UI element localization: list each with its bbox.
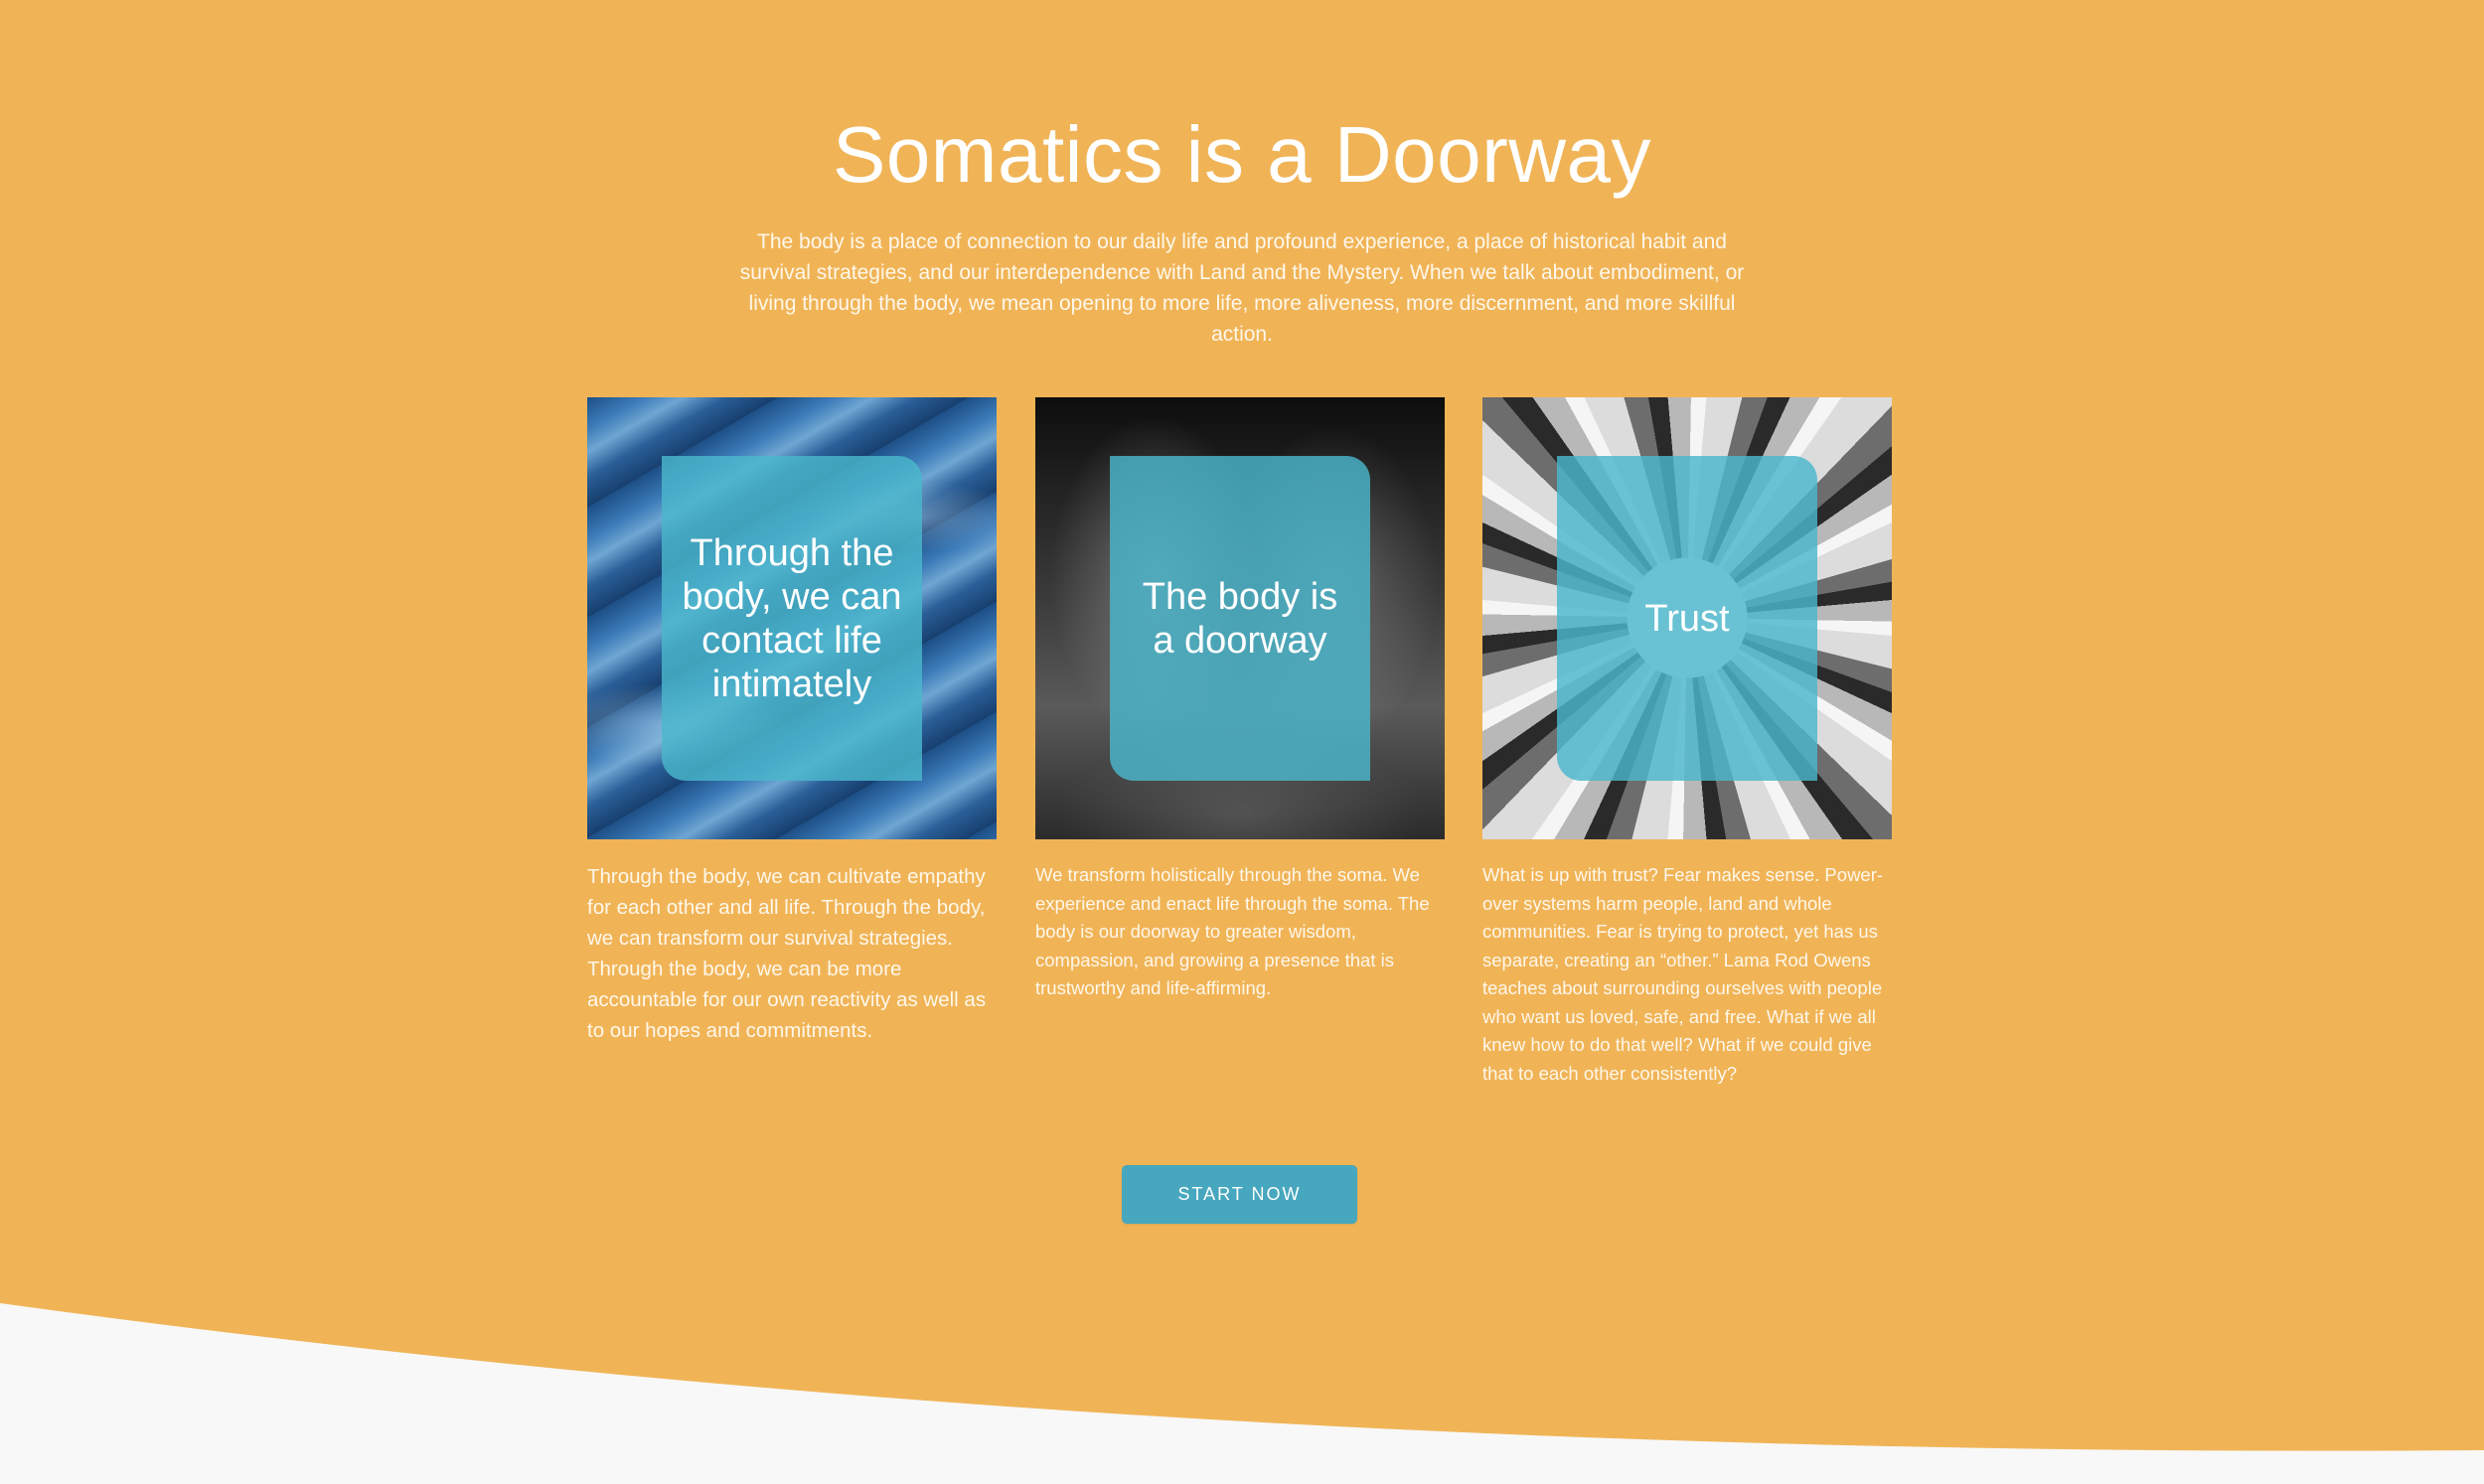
card-image-hands-on-back [1035, 397, 1445, 839]
card-trust [1482, 397, 1892, 1088]
card-description: We transform holistically through the soma. We experience and enact life through the soma. The body is our doorway to greater wisdom, compassion, and growing a presence that is trustworthy and life-affirming. [1035, 864, 1430, 998]
card-image-circle-of-hands [1482, 397, 1892, 839]
card-overlay-text: Through the body, we can contact life intimately [682, 531, 902, 705]
start-now-button[interactable]: START NOW [1122, 1165, 1357, 1224]
card-description: Through the body, we can cultivate empathy for each other and all life. Through the body, we can transform our survival strategies. Through the body, we can be more accountable for our own reactivity as well as to our hopes and commitments. [587, 865, 987, 1042]
intro-paragraph: The body is a place of connection to our daily life and profound experience, a place of historical habit and survival strategies, and our interdependence with Land and the Mystery. When we talk about embodiment, or living through the body, we mean opening to more life, more aliveness, more discernment, and more skillful action. [739, 230, 1745, 346]
page-title: Somatics is a Doorway [832, 110, 1652, 199]
card-image-blue-bodies [587, 397, 997, 839]
card-contact-life [587, 397, 997, 1046]
card-body-doorway [1035, 397, 1445, 1003]
card-description: What is up with trust? Fear makes sense. Power-over systems harm people, land and whole communities. Fear is trying to protect, yet has us separate, creating an “other.” Lama Rod Owens teaches about surrounding ourselves with people who want us loved, safe, and free. What if we all knew how to do that well? What if we could give that to each other consistently? [1482, 864, 1884, 1084]
card-overlay [1557, 456, 1817, 781]
bottom-wave-divider [0, 1291, 2484, 1484]
card-overlay [662, 456, 922, 781]
card-overlay-text: Trust [1644, 597, 1730, 640]
card-overlay [1110, 456, 1370, 781]
card-overlay-text: The body is a doorway [1142, 575, 1338, 662]
